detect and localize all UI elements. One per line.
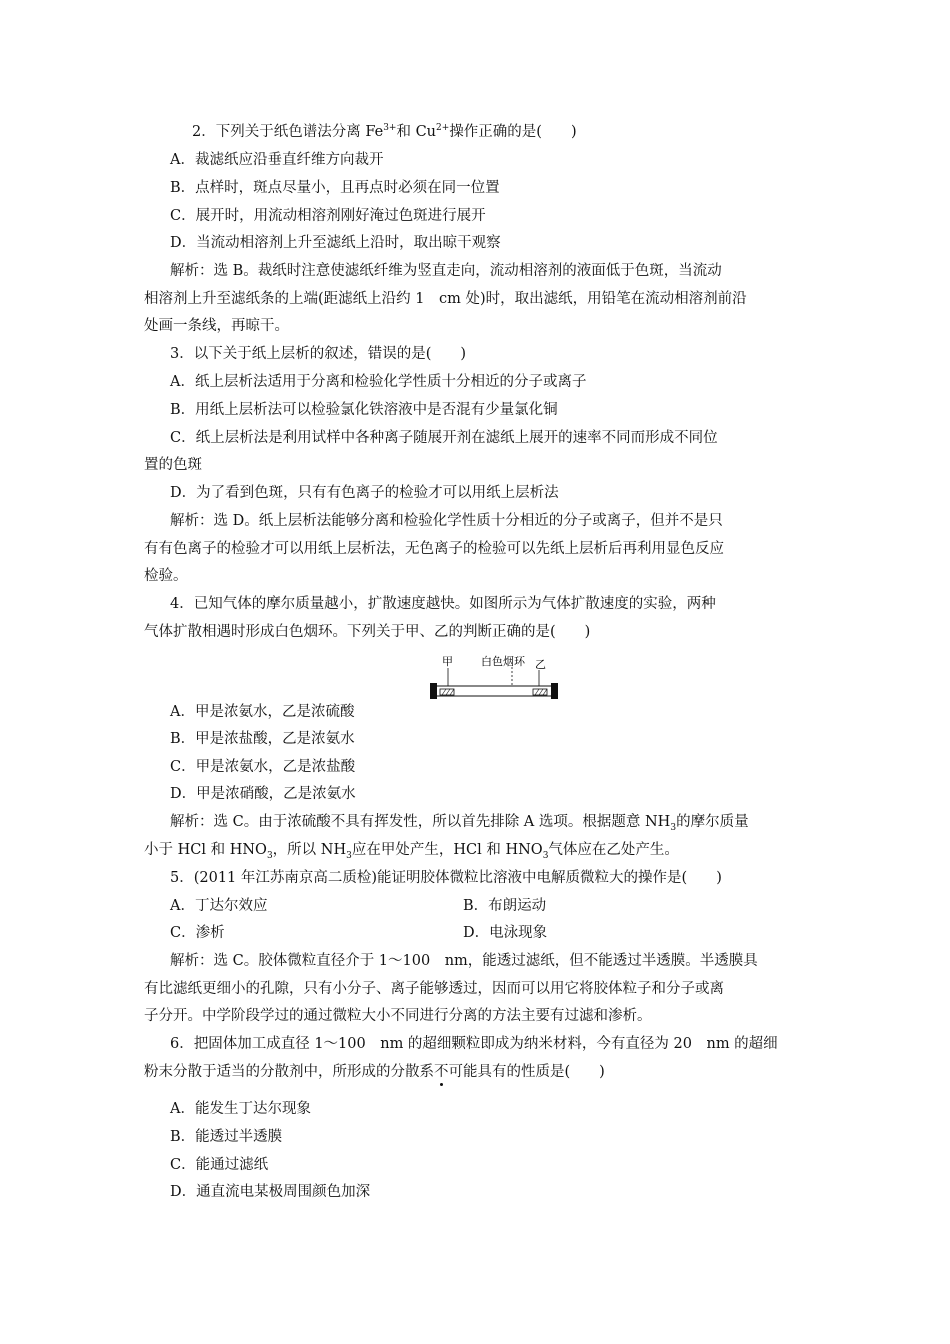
figure-label-white-ring: 白色烟环 xyxy=(481,655,525,668)
diffusion-tube-figure xyxy=(428,653,560,699)
q5-option-a: A．丁达尔效应 xyxy=(170,898,268,914)
q3-option-a: A．纸上层析法适用于分离和检验化学性质十分相近的分子或离子 xyxy=(170,374,587,390)
figure-label-yi: 乙 xyxy=(535,658,546,671)
q5-analysis-line: 子分开。中学阶段学过的通过微粒大小不同进行分离的方法主要有过滤和渗析。 xyxy=(144,1008,652,1024)
figure-label-jia: 甲 xyxy=(442,655,453,668)
q2-analysis-line: 相溶剂上升至滤纸条的上端(距滤纸上沿约 1 cm 处)时，取出滤纸，用铅笔在流动相溶剂前沿 xyxy=(144,291,747,307)
q2-option-d: D．当流动相溶剂上升至滤纸上沿时，取出晾干观察 xyxy=(170,235,501,251)
q6-option-d: D．通直流电某极周围颜色加深 xyxy=(170,1184,371,1200)
q4-option-b: B．甲是浓盐酸，乙是浓氨水 xyxy=(170,731,355,747)
q3-option-d: D．为了看到色斑，只有有色离子的检验才可以用纸上层析法 xyxy=(170,485,559,501)
q2-option-b: B．点样时，斑点尽量小，且再点时必须在同一位置 xyxy=(170,180,500,196)
q3-option-c: C．纸上层析法是利用试样中各种离子随展开剂在滤纸上展开的速率不同而形成不同位 xyxy=(170,430,718,446)
q2-analysis-line: 解析：选 B。裁纸时注意使滤纸纤维为竖直走向，流动相溶剂的液面低于色斑，当流动 xyxy=(170,263,722,279)
q3-option-c-cont: 置的色斑 xyxy=(144,457,202,473)
q2-analysis-line: 处画一条线，再晾干。 xyxy=(144,318,289,334)
q5-analysis-line: 有比滤纸更细小的孔隙，只有小分子、离子能够透过，因而可以用它将胶体粒子和分子或离 xyxy=(144,981,724,997)
q6-option-c: C．能通过滤纸 xyxy=(170,1157,269,1173)
q4-analysis-line: 小于 HCl 和 $HNO_3$，所以 $NH_3$应在甲处产生，HCl 和 $HNO_3$气体应在乙处产生。 xyxy=(144,842,679,861)
q4-option-c: C．甲是浓氨水，乙是浓盐酸 xyxy=(170,759,356,775)
q5-option-d: D．电泳现象 xyxy=(463,925,548,941)
q3-analysis-line: 有有色离子的检验才可以用纸上层析法，无色离子的检验可以先纸上层析后再利用显色反应 xyxy=(144,541,724,557)
diffusion-tube-diagram xyxy=(428,653,560,699)
stopper-right xyxy=(551,683,558,699)
q5-stem: 5．(2011 年江苏南京高二质检)能证明胶体微粒比溶液中电解质微粒大的操作是( ) xyxy=(170,870,722,886)
q6-option-a: A．能发生丁达尔现象 xyxy=(170,1101,311,1117)
q5-analysis-line: 解析：选 C。胶体微粒直径介于 1～100 nm，能透过滤纸，但不能透过半透膜。半透膜具 xyxy=(170,953,758,969)
emphasis-dot-char: 不 xyxy=(434,1064,449,1080)
stopper-left xyxy=(430,683,437,699)
q3-stem: 3．以下关于纸上层析的叙述，错误的是( ) xyxy=(170,346,467,362)
q2-option-a: A．裁滤纸应沿垂直纤维方向裁开 xyxy=(170,152,384,168)
q2-option-c: C．展开时，用流动相溶剂刚好淹过色斑进行展开 xyxy=(170,208,486,224)
q4-stem-line: 气体扩散相遇时形成白色烟环。下列关于甲、乙的判断正确的是( ) xyxy=(144,624,591,640)
q3-option-b: B．用纸上层析法可以检验氯化铁溶液中是否混有少量氯化铜 xyxy=(170,402,558,418)
q5-option-b: B．布朗运动 xyxy=(463,898,547,914)
q6-stem-line: 6．把固体加工成直径 1～100 nm 的超细颗粒即成为纳米材料，今有直径为 20 nm 的超细 xyxy=(170,1036,778,1052)
q2-stem: 2．下列关于纸色谱法分离 $Fe^{3+}$和 $Cu^{2+}$操作正确的是( ) xyxy=(192,123,577,140)
q4-option-d: D．甲是浓硝酸，乙是浓氨水 xyxy=(170,786,356,802)
q3-analysis-line: 检验。 xyxy=(144,568,188,584)
q4-stem-line: 4．已知气体的摩尔质量越小，扩散速度越快。如图所示为气体扩散速度的实验，两种 xyxy=(170,596,716,612)
q4-analysis-line: 解析：选 C。由于浓硫酸不具有挥发性，所以首先排除 A 选项。根据题意 $NH_3$的摩尔质量 xyxy=(170,814,749,833)
q6-option-b: B．能透过半透膜 xyxy=(170,1129,283,1145)
q6-stem-line: 粉末分散于适当的分散剂中，所形成的分散系不可能具有的性质是( ) xyxy=(144,1064,605,1080)
q4-option-a: A．甲是浓氨水，乙是浓硫酸 xyxy=(170,704,355,720)
q3-analysis-line: 解析：选 D。纸上层析法能够分离和检验化学性质十分相近的分子或离子，但并不是只 xyxy=(170,513,723,529)
q5-option-c: C．渗析 xyxy=(170,925,225,941)
